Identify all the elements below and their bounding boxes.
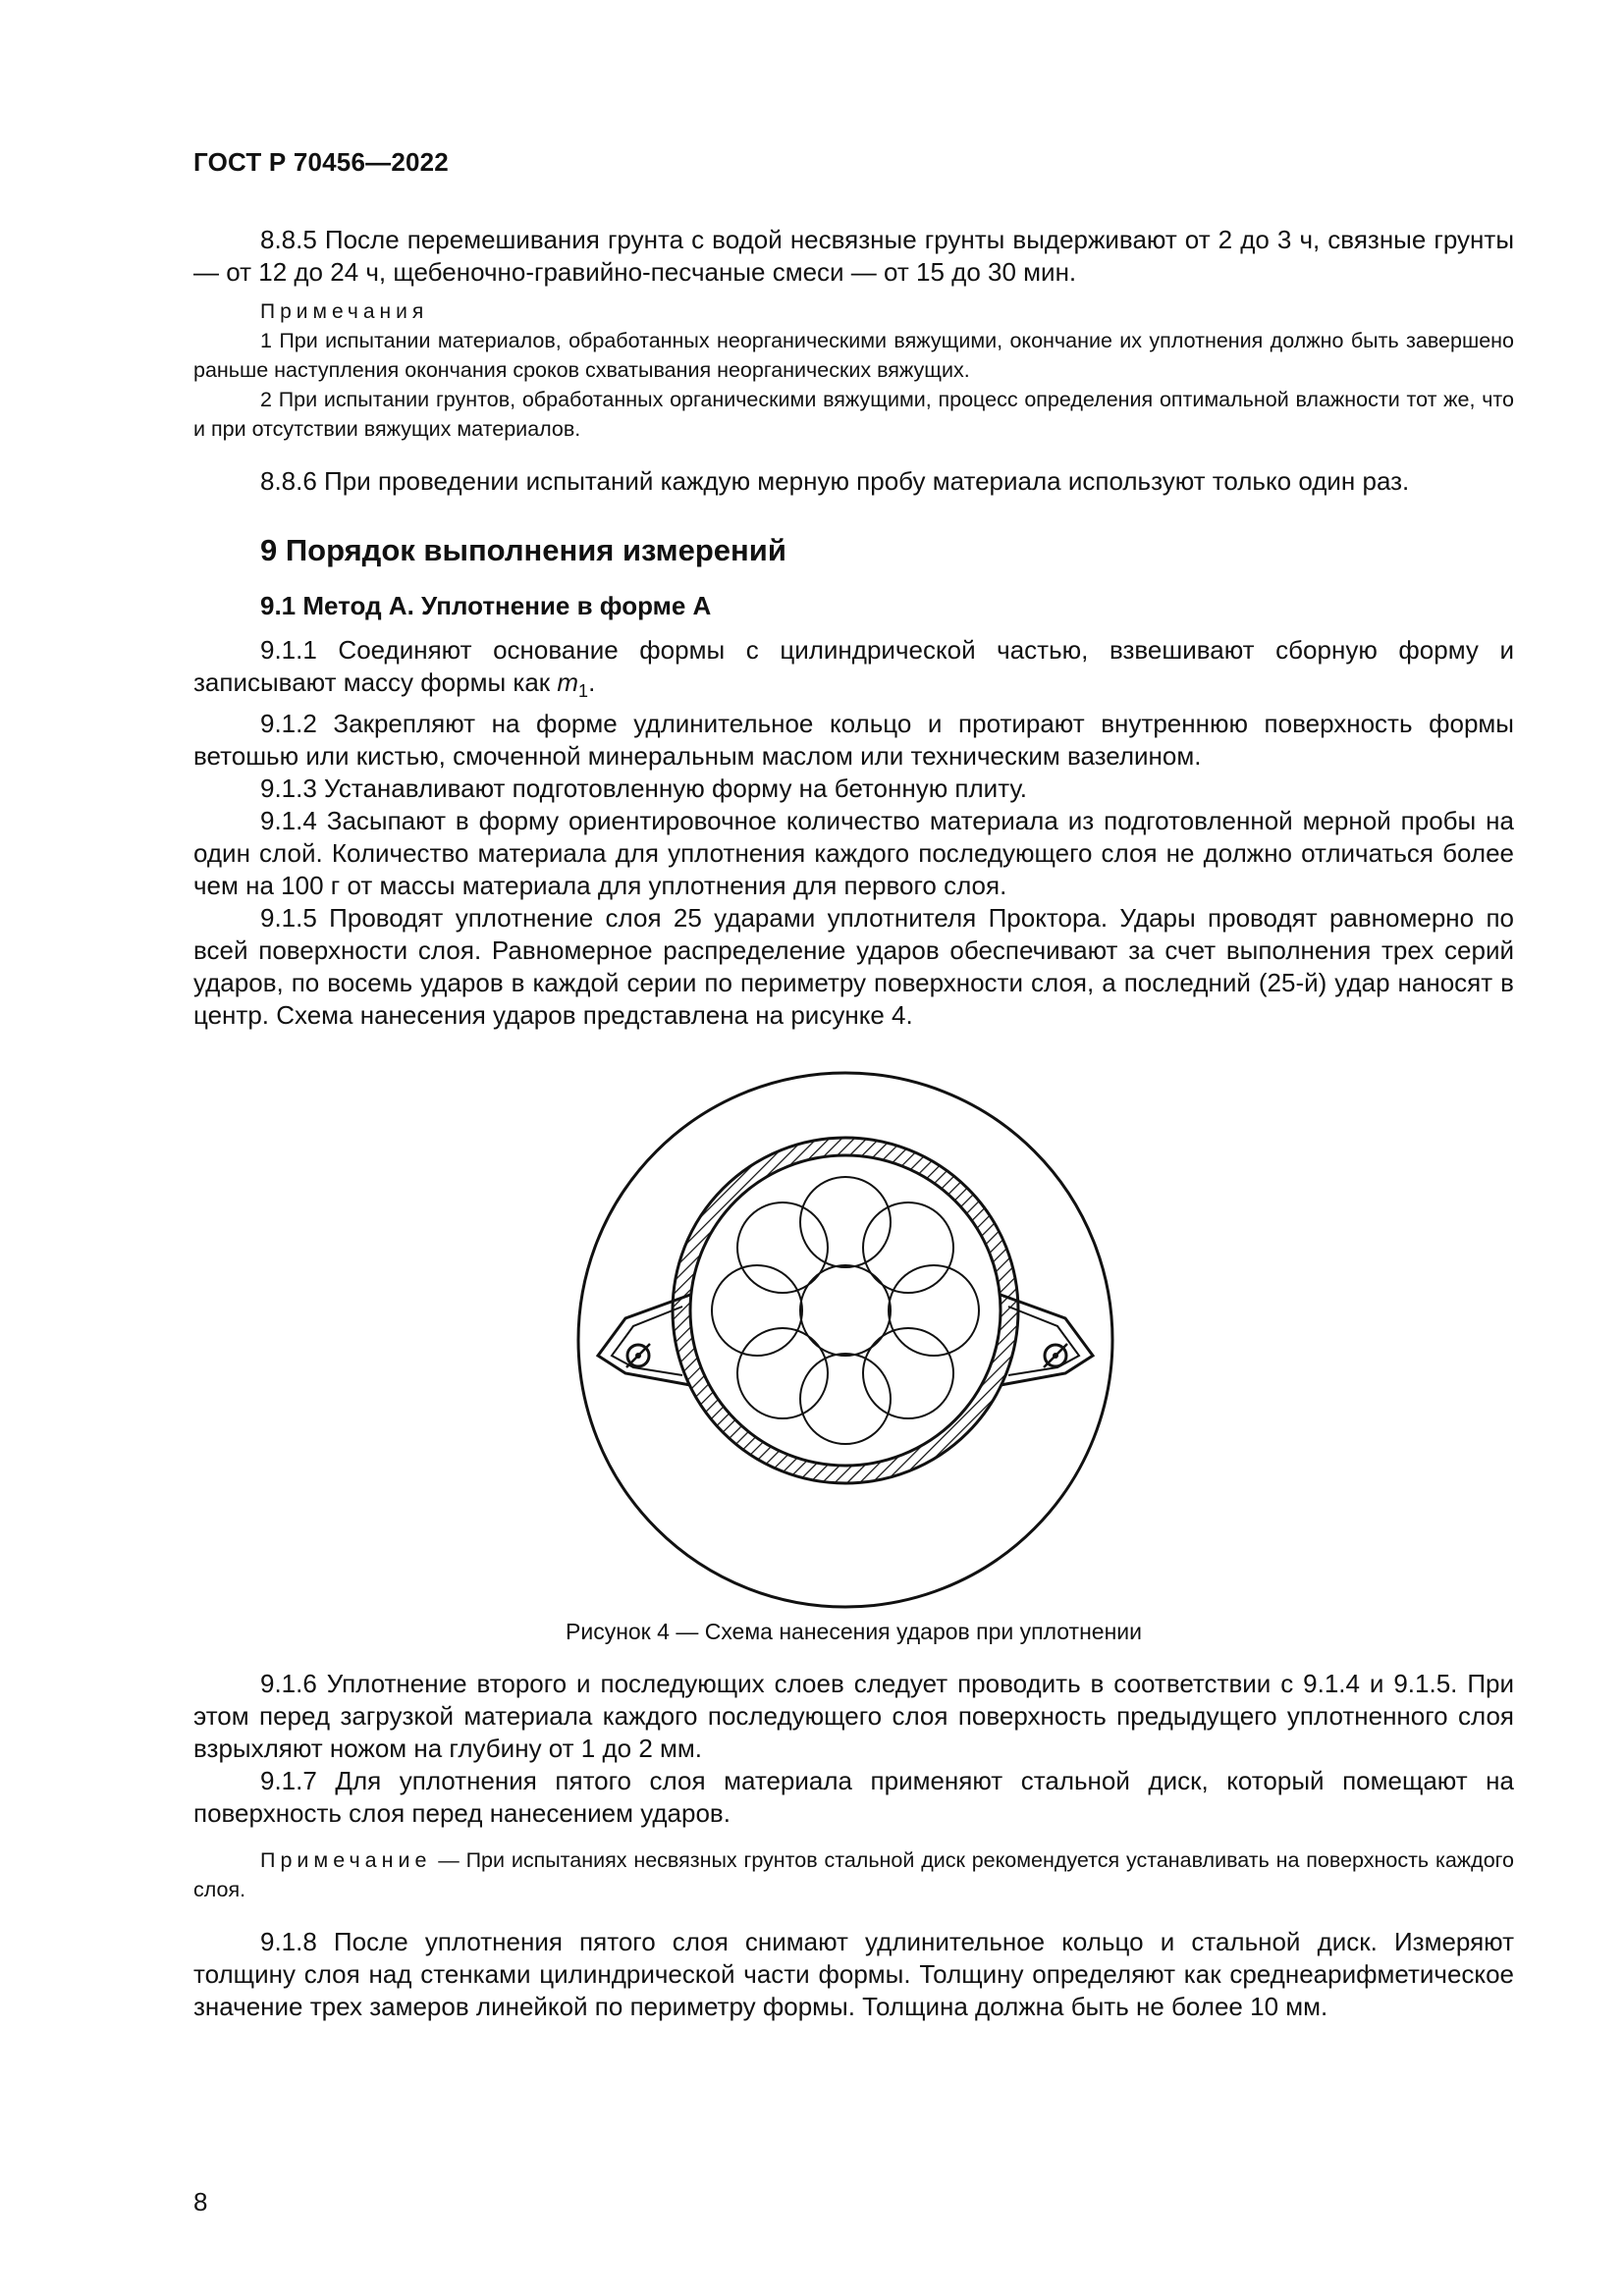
note-label: Примечание (260, 1848, 432, 1872)
paragraph-9-1-5: 9.1.5 Проводят уплотнение слоя 25 ударами уплотнителя Проктора. Удары проводят равномерно по всей поверхности слоя. Равномерное распределение ударов обеспечивают за счет выполнения трех серий ударов, по восемь ударов в каждой серии по периметру поверхности слоя, а последний (25-й) удар наносят в центр. Схема нанесения ударов представлена на рисунке 4. (193, 903, 1514, 1030)
paragraph-9-1-4: 9.1.4 Засыпают в форму ориентировочное количество материала из подготовленной мерной пробы на один слой. Количество материала для уплотнения каждого последующего слоя не должно отличаться более чем на 100 г от массы материала для уплотнения для первого слоя. (193, 806, 1514, 900)
center-blow-circle (800, 1265, 891, 1356)
blow-circle (863, 1328, 953, 1418)
paragraph-8-8-5: 8.8.5 После перемешивания грунта с водой несвязные грунты выдерживают от 2 до 3 ч, связные грунты — от 12 до 24 ч, щебеночно-гравийно-песчаные смеси — от 15 до 30 мин. (193, 225, 1514, 287)
paragraph-9-1-2: 9.1.2 Закрепляют на форме удлинительное кольцо и протирают внутреннюю поверхность формы ветошью или кистью, смоченной минеральным маслом или техническим вазелином. (193, 709, 1514, 771)
paragraph-9-1-1-end: . (588, 667, 596, 697)
paragraph-9-1-7: 9.1.7 Для уплотнения пятого слоя материала применяют стальной диск, который помещают на поверхность слоя перед нанесением ударов. (193, 1766, 1514, 1828)
blow-circle (800, 1354, 891, 1444)
note-text: — При испытаниях несвязных грунтов стальной диск рекомендуется устанавливать на поверхность каждого слоя. (193, 1848, 1514, 1901)
page-content (193, 224, 1514, 2023)
section-9-title: 9 Порядок выполнения измерений (260, 533, 786, 567)
figure-4 (193, 1061, 1514, 1611)
blow-circle (737, 1202, 828, 1293)
paragraph-9-1-8: 9.1.8 После уплотнения пятого слоя снимают удлинительное кольцо и стальной диск. Измеряют толщину слоя над стенками цилиндрической части формы. Толщину определяют как среднеарифметическое значение трех замеров линейкой по периметру формы. Толщина должна быть не более 10 мм. (193, 1927, 1514, 2021)
paragraph-9-1-6: 9.1.6 Уплотнение второго и последующих слоев следует проводить в соответствии с 9.1.4 и 9.1.5. При этом перед загрузкой материала каждого последующего слоя поверхность предыдущего уплотненного слоя взрыхляют ножом на глубину от 1 до 2 мм. (193, 1669, 1514, 1763)
blow-circle (889, 1265, 979, 1356)
figure-4-caption: Рисунок 4 — Схема нанесения ударов при уплотнении (566, 1619, 1142, 1644)
blow-circle (737, 1328, 828, 1418)
note-2: 2 При испытании грунтов, обработанных органическими вяжущими, процесс определения оптимальной влажности тот же, что и при отсутствии вяжущих материалов. (193, 388, 1514, 441)
blow-circle (863, 1202, 953, 1293)
notes-heading: Примечания (260, 300, 429, 323)
document-code-header: ГОСТ Р 70456—2022 (193, 147, 449, 177)
cylinder-inner-edge (690, 1155, 1001, 1466)
page-number: 8 (193, 2187, 208, 2216)
paragraph-8-8-6: 8.8.6 При проведении испытаний каждую мерную пробу материала используют только один раз. (260, 466, 1410, 496)
note-1: 1 При испытании материалов, обработанных неорганическими вяжущими, окончание их уплотнения должно быть завершено раньше наступления окончания сроков схватывания неорганических вяжущих. (193, 329, 1514, 382)
paragraph-9-1-1-text: 9.1.1 Соединяют основание формы с цилиндрической частью, взвешивают сборную форму и записывают массу формы как (193, 635, 1514, 697)
paragraph-9-1-3: 9.1.3 Устанавливают подготовленную форму на бетонную плиту. (260, 774, 1028, 803)
cylinder-wall-hatch (673, 1138, 1018, 1483)
mass-subscript: 1 (578, 681, 589, 701)
mass-variable: m (557, 667, 579, 697)
paragraph-9-1-1 (193, 634, 1514, 708)
section-9-1-title: 9.1 Метод А. Уплотнение в форме А (260, 591, 712, 620)
blow-circle (712, 1265, 802, 1356)
note-steel-disk (193, 1845, 1514, 1904)
compaction-scheme-diagram (193, 1061, 1514, 1611)
blow-circle (800, 1177, 891, 1267)
